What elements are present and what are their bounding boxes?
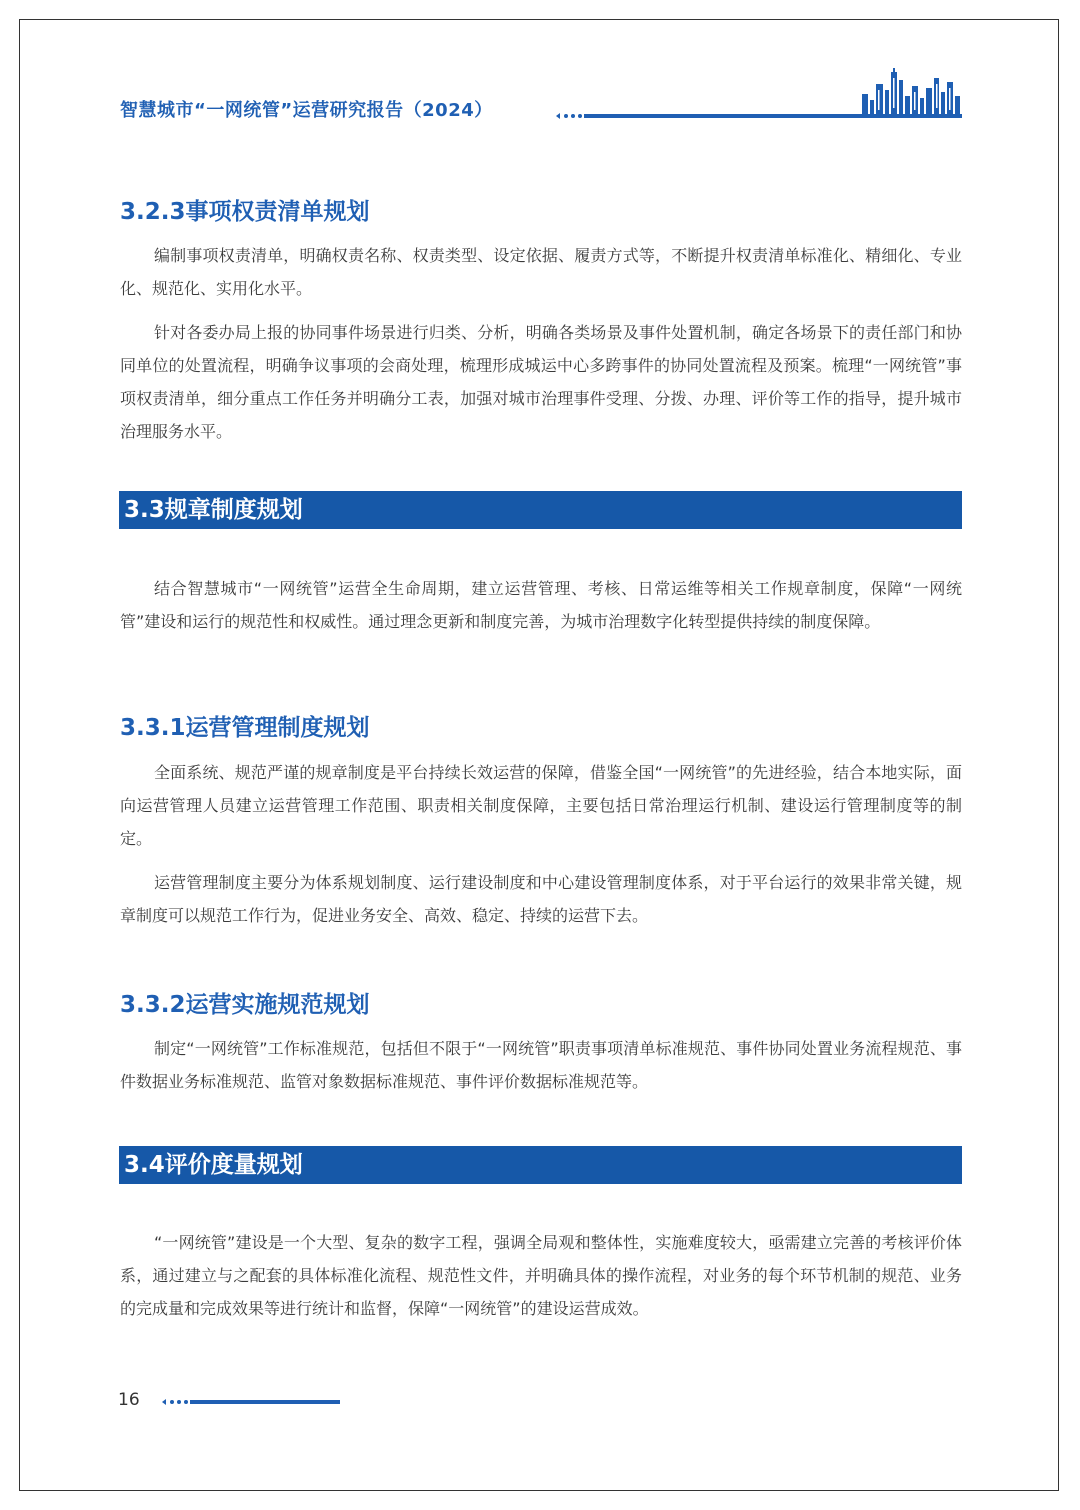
- paragraph-3-2-3-1: 编制事项权责清单，明确权责名称、权责类型、设定依据、履责方式等，不断提升权责清单标准化、精细化、专业化、规范化、实用化水平。: [120, 246, 962, 298]
- report-title: 智慧城市“一网统管”运营研究报告（2024）: [120, 100, 493, 121]
- paragraph-3-3-1-1: 全面系统、规范严谨的规章制度是平台持续长效运营的保障，借鉴全国“一网统管”的先进经验，结合本地实际，面向运营管理人员建立运营管理工作范围、职责相关制度保障，主要包括日常治理运行机制、建设运行管理制度等的制定。: [120, 763, 962, 848]
- footer-rule: [190, 1400, 340, 1404]
- paragraph-3-4-1: “一网统管”建设是一个大型、复杂的数字工程，强调全局观和整体性，实施难度较大，亟需建立完善的考核评价体系，通过建立与之配套的具体标准化流程、规范性文件，并明确具体的操作流程，对业务的每个环节机制的规范、业务的完成量和完成效果等进行统计和监督，保障“一网统管”的建设运营成效。: [120, 1233, 962, 1318]
- paragraph-3-3-2-1: 制定“一网统管”工作标准规范，包括但不限于“一网统管”职责事项清单标准规范、事件协同处置业务流程规范、事件数据业务标准规范、监管对象数据标准规范、事件评价数据标准规范等。: [120, 1039, 962, 1091]
- section-heading-3-2-3: 3.2.3事项权责清单规划: [120, 199, 370, 225]
- section-heading-3-3-2: 3.3.2运营实施规范规划: [120, 992, 370, 1018]
- section-bar-3-4: 3.4评价度量规划: [119, 1146, 962, 1184]
- paragraph-3-3-1-2: 运营管理制度主要分为体系规划制度、运行建设制度和中心建设管理制度体系，对于平台运行的效果非常关键，规章制度可以规范工作行为，促进业务安全、高效、稳定、持续的运营下去。: [120, 873, 962, 925]
- paragraph-3-3-1: 结合智慧城市“一网统管”运营全生命周期，建立运营管理、考核、日常运维等相关工作规章制度，保障“一网统管”建设和运行的规范性和权威性。通过理念更新和制度完善，为城市治理数字化转型提供持续的制度保障。: [120, 579, 962, 631]
- section-heading-3-3-1: 3.3.1运营管理制度规划: [120, 715, 370, 741]
- paragraph-3-2-3-2: 针对各委办局上报的协同事件场景进行归类、分析，明确各类场景及事件处置机制，确定各场景下的责任部门和协同单位的处置流程，明确争议事项的会商处理，梳理形成城运中心多跨事件的协同处置流程及预案。梳理“一网统管”事项权责清单，细分重点工作任务并明确分工表，加强对城市治理事件受理、分拨、办理、评价等工作的指导，提升城市治理服务水平。: [120, 323, 962, 441]
- page-number: 16: [118, 1390, 140, 1410]
- city-skyline-icon: [860, 66, 962, 118]
- section-bar-3-3: 3.3规章制度规划: [119, 491, 962, 529]
